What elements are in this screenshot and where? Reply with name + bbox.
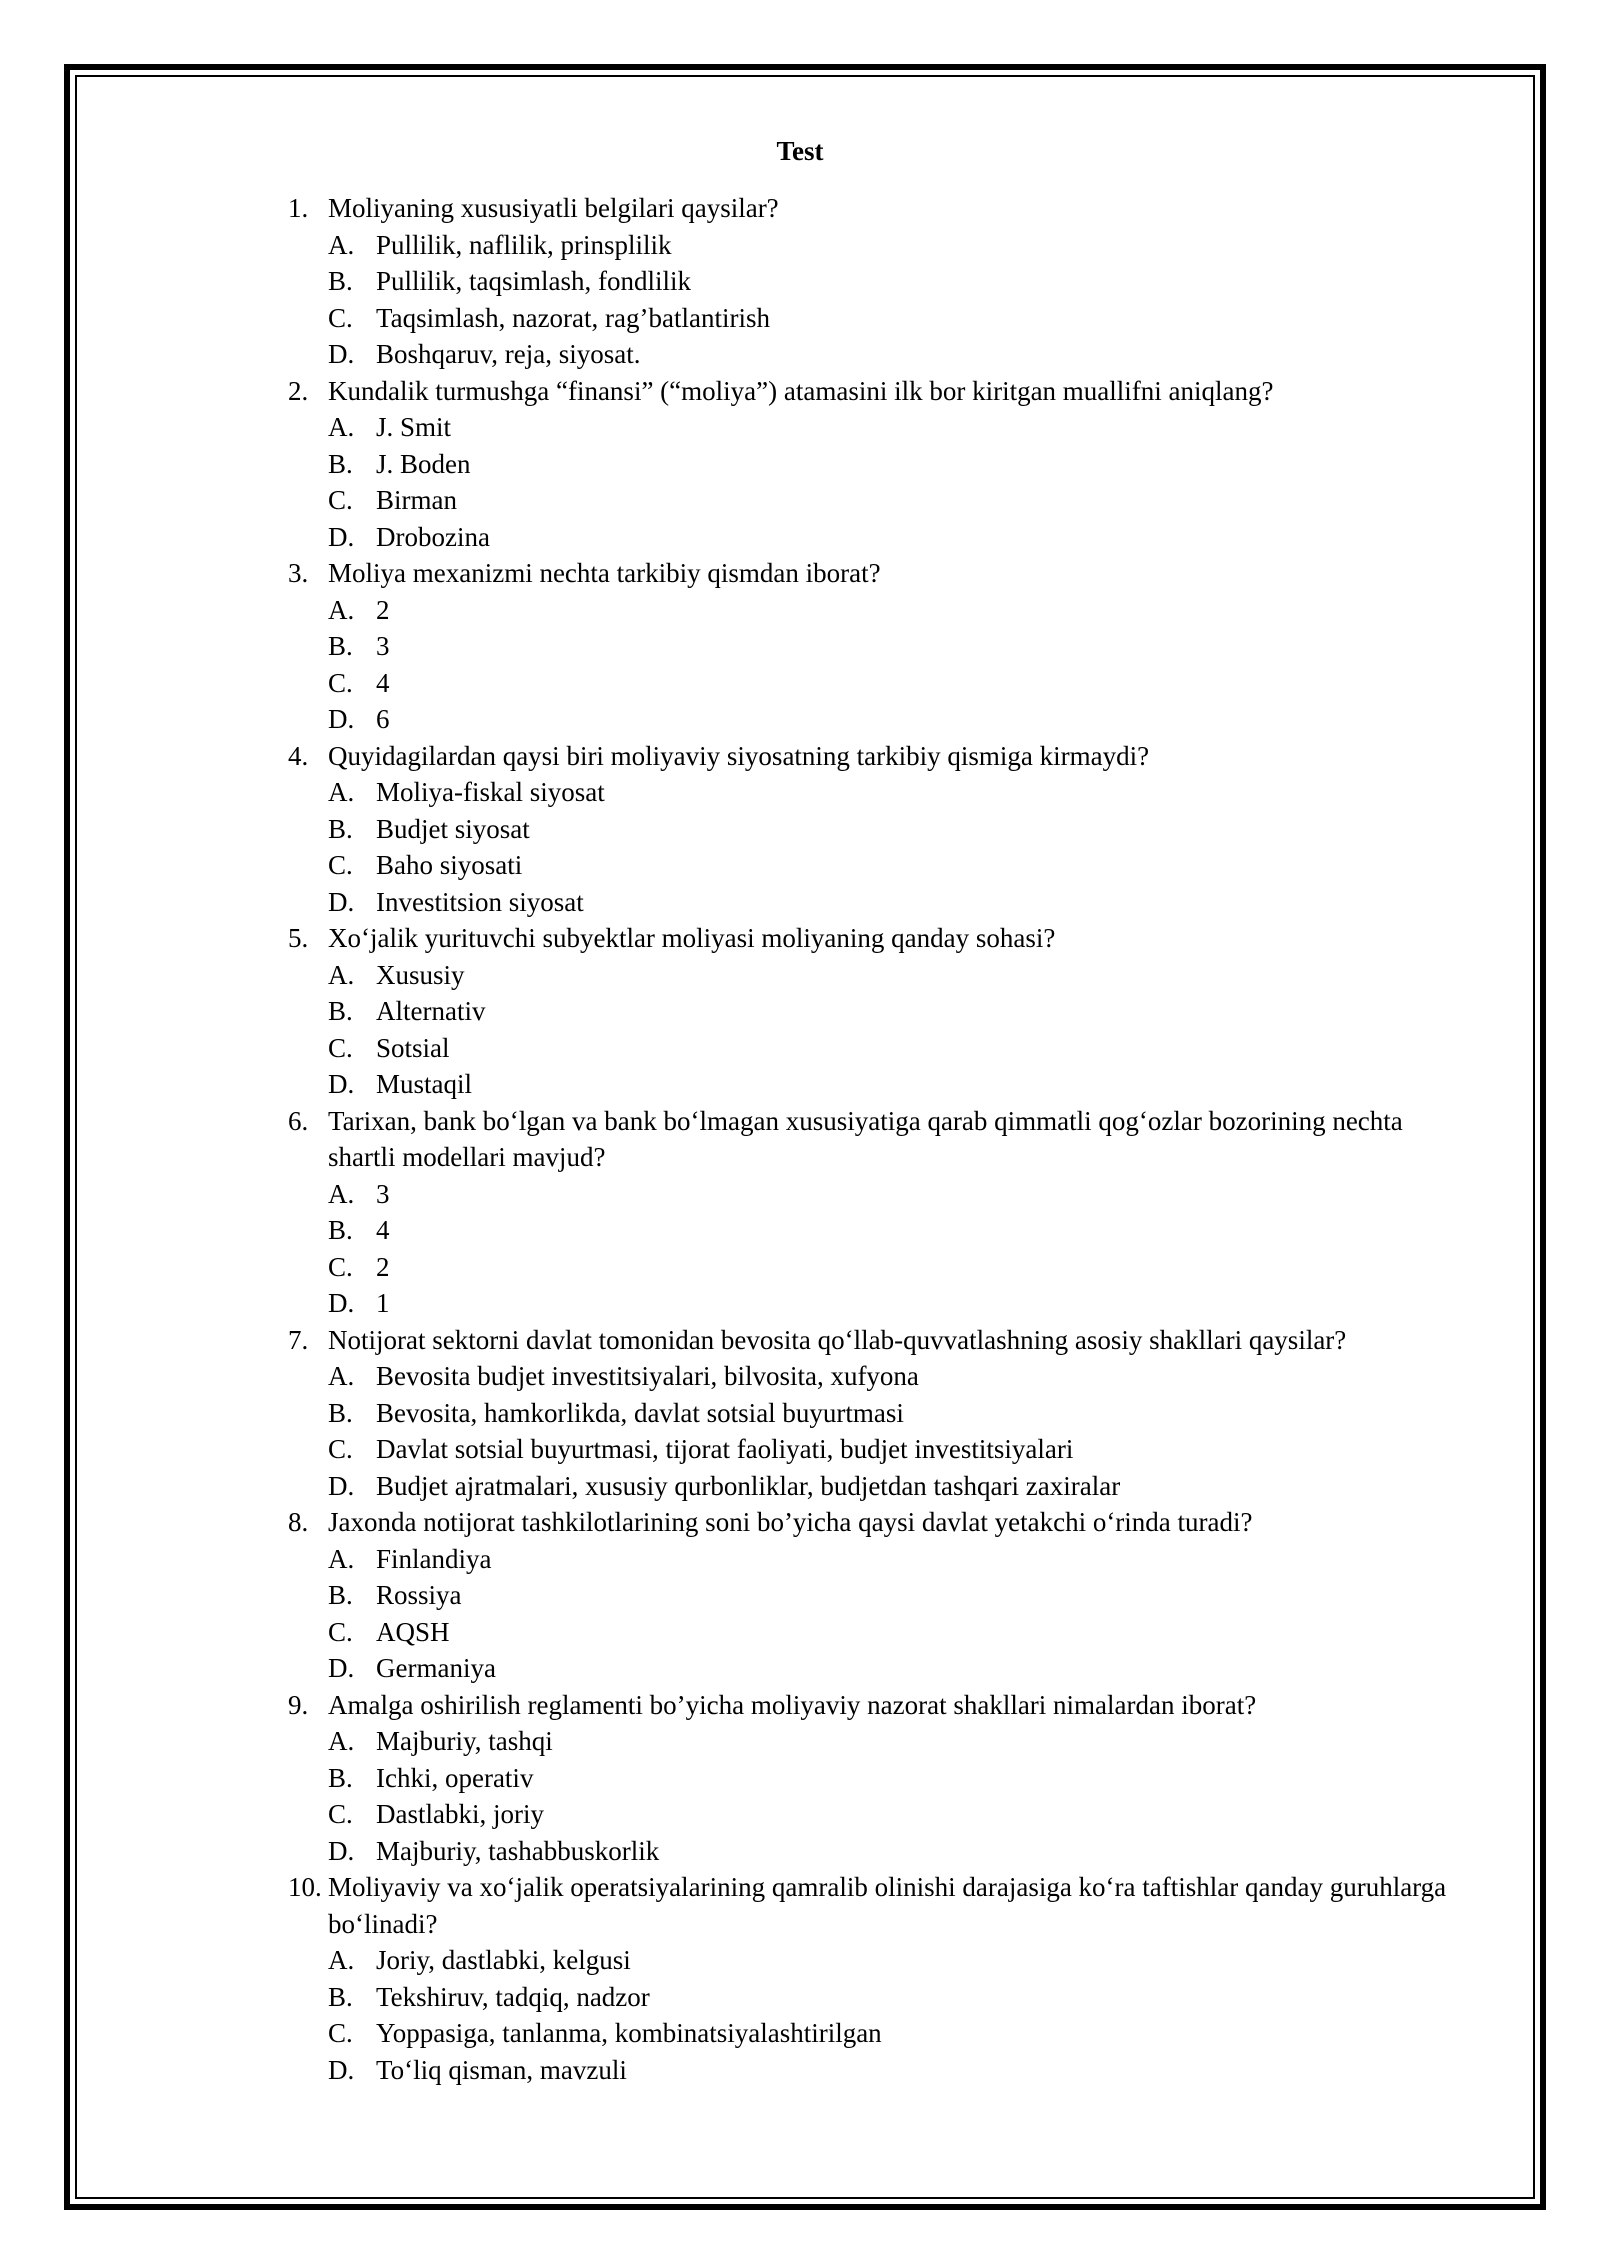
answer-option <box>272 300 1472 337</box>
option-text: 4 <box>376 667 390 698</box>
answer-option <box>272 1358 1472 1395</box>
option-letter: A. <box>328 1945 355 1975</box>
answer-option <box>272 446 1472 483</box>
question-number: 9. <box>288 1689 309 1720</box>
option-text: Finlandiya <box>376 1543 492 1574</box>
option-letter: C. <box>328 1616 353 1647</box>
option-letter: A. <box>328 594 355 625</box>
option-text: Joriy, dastlabki, kelgusi <box>376 1945 631 1975</box>
option-text: 6 <box>376 704 390 734</box>
option-letter: D. <box>328 1470 355 1501</box>
question-text: Tarixan, bank bo‘lgan va bank bo‘lmagan xususiyatiga qarab qimmatli qog‘ozlar bozorining nechta shartli modellari mavjud? <box>328 1105 1403 1172</box>
question-item <box>272 190 1472 227</box>
answer-option <box>272 592 1472 629</box>
option-letter: D. <box>328 704 355 734</box>
option-text: Bevosita budjet investitsiyalari, bilvosita, xufyona <box>376 1361 919 1391</box>
option-text: 4 <box>376 1215 390 1245</box>
option-text: 2 <box>376 1251 390 1282</box>
option-letter: A. <box>328 1543 355 1574</box>
option-text: Drobozina <box>376 521 490 552</box>
answer-option <box>272 665 1472 702</box>
question-number: 8. <box>288 1507 309 1537</box>
option-letter: A. <box>328 959 355 990</box>
answer-option <box>272 1066 1472 1103</box>
answer-option <box>272 1796 1472 1833</box>
option-text: Budjet siyosat <box>376 813 530 844</box>
option-letter: D. <box>328 886 355 917</box>
option-letter: B. <box>328 1215 353 1245</box>
option-letter: C. <box>328 1799 353 1829</box>
answer-option <box>272 409 1472 446</box>
option-letter: B. <box>328 1580 353 1610</box>
option-text: Davlat sotsial buyurtmasi, tijorat faoliyati, budjet investitsiyalari <box>376 1434 1074 1464</box>
answer-option <box>272 2052 1472 2089</box>
option-letter: C. <box>328 1032 353 1063</box>
answer-option <box>272 1760 1472 1797</box>
answer-option <box>272 993 1472 1030</box>
question-number: 10. <box>288 1872 322 1902</box>
option-text: Investitsion siyosat <box>376 886 584 917</box>
question-number: 1. <box>288 193 309 223</box>
answer-option <box>272 1468 1472 1505</box>
option-text: Mustaqil <box>376 1069 473 1099</box>
option-text: Tekshiruv, tadqiq, nadzor <box>376 1981 650 2012</box>
option-letter: A. <box>328 229 355 260</box>
option-text: Yoppasiga, tanlanma, kombinatsiyalashtirilgan <box>376 2018 882 2048</box>
option-text: Pullilik, naflilik, prinsplilik <box>376 229 672 260</box>
option-letter: D. <box>328 2054 355 2085</box>
option-text: Ichki, operativ <box>376 1762 534 1793</box>
option-text: Germaniya <box>376 1653 496 1683</box>
option-letter: D. <box>328 1288 355 1318</box>
answer-option <box>272 1541 1472 1578</box>
option-letter: C. <box>328 667 353 698</box>
option-letter: B. <box>328 448 353 479</box>
answer-option <box>272 701 1472 738</box>
option-text: Baho siyosati <box>376 850 523 880</box>
page-title: Test <box>776 136 824 166</box>
answer-option <box>272 1979 1472 2016</box>
option-text: Majburiy, tashabbuskorlik <box>376 1835 660 1866</box>
option-letter: C. <box>328 485 353 515</box>
option-letter: C. <box>328 1251 353 1282</box>
option-letter: A. <box>328 1726 355 1756</box>
answer-option <box>272 1212 1472 1249</box>
option-letter: D. <box>328 339 355 369</box>
question-number: 2. <box>288 375 309 406</box>
answer-option <box>272 227 1472 264</box>
question-item <box>272 1103 1472 1176</box>
option-letter: B. <box>328 1762 353 1793</box>
answer-option <box>272 1285 1472 1322</box>
option-text: 2 <box>376 594 390 625</box>
question-text: Moliya mexanizmi nechta tarkibiy qismdan iborat? <box>328 558 881 588</box>
option-letter: C. <box>328 302 353 333</box>
answer-option <box>272 263 1472 300</box>
question-text: Notijorat sektorni davlat tomonidan bevosita qo‘llab-quvvatlashning asosiy shakllari qaysilar? <box>328 1324 1347 1355</box>
option-letter: A. <box>328 412 355 442</box>
option-text: AQSH <box>376 1616 450 1647</box>
option-letter: D. <box>328 1653 355 1683</box>
option-letter: B. <box>328 1981 353 2012</box>
option-text: Alternativ <box>376 996 486 1026</box>
answer-option <box>272 1176 1472 1213</box>
answer-option <box>272 774 1472 811</box>
answer-option <box>272 957 1472 994</box>
option-letter: B. <box>328 813 353 844</box>
question-item <box>272 1869 1472 1942</box>
answer-option <box>272 519 1472 556</box>
option-letter: C. <box>328 2018 353 2048</box>
answer-option <box>272 1577 1472 1614</box>
question-number: 7. <box>288 1324 309 1355</box>
question-number: 4. <box>288 740 309 771</box>
option-letter: C. <box>328 850 353 880</box>
option-text: Xususiy <box>376 959 465 990</box>
option-text: 1 <box>376 1288 390 1318</box>
question-number: 5. <box>288 923 309 953</box>
answer-option <box>272 811 1472 848</box>
answer-option <box>272 884 1472 921</box>
question-item <box>272 1687 1472 1724</box>
answer-option <box>272 1833 1472 1870</box>
option-text: Rossiya <box>376 1580 462 1610</box>
question-item <box>272 373 1472 410</box>
option-letter: D. <box>328 1835 355 1866</box>
option-text: J. Boden <box>376 448 471 479</box>
option-letter: B. <box>328 266 353 296</box>
answer-option <box>272 2015 1472 2052</box>
option-text: Budjet ajratmalari, xususiy qurbonliklar, budjetdan tashqari zaxiralar <box>376 1470 1121 1501</box>
question-item <box>272 555 1472 592</box>
answer-option <box>272 628 1472 665</box>
option-text: 3 <box>376 631 390 661</box>
option-letter: D. <box>328 1069 355 1099</box>
option-text: Sotsial <box>376 1032 450 1063</box>
option-letter: C. <box>328 1434 353 1464</box>
question-number: 3. <box>288 558 309 588</box>
option-letter: B. <box>328 631 353 661</box>
question-text: Jaxonda notijorat tashkilotlarining soni bo’yicha qaysi davlat yetakchi o‘rinda turadi? <box>328 1507 1253 1537</box>
answer-option <box>272 1650 1472 1687</box>
option-letter: D. <box>328 521 355 552</box>
option-text: Taqsimlash, nazorat, rag’batlantirish <box>376 302 770 333</box>
question-text: Moliyaviy va xo‘jalik operatsiyalarining qamralib olinishi darajasiga ko‘ra taftishlar qanday guruhlarga bo‘linadi? <box>328 1872 1447 1939</box>
question-list <box>272 190 1472 2088</box>
option-text: Dastlabki, joriy <box>376 1799 544 1829</box>
answer-option <box>272 847 1472 884</box>
option-letter: A. <box>328 777 355 807</box>
question-number: 6. <box>288 1105 309 1136</box>
option-letter: A. <box>328 1361 355 1391</box>
option-letter: B. <box>328 1397 353 1428</box>
option-text: Moliya-fiskal siyosat <box>376 777 605 807</box>
answer-option <box>272 1395 1472 1432</box>
question-item <box>272 1322 1472 1359</box>
question-text: Amalga oshirilish reglamenti bo’yicha moliyaviy nazorat shakllari nimalardan iborat? <box>328 1689 1257 1720</box>
option-letter: B. <box>328 996 353 1026</box>
option-text: Boshqaruv, reja, siyosat. <box>376 339 641 369</box>
answer-option <box>272 1431 1472 1468</box>
option-text: To‘liq qisman, mavzuli <box>376 2054 627 2085</box>
option-text: Majburiy, tashqi <box>376 1726 553 1756</box>
question-text: Quyidagilardan qaysi biri moliyaviy siyosatning tarkibiy qismiga kirmaydi? <box>328 740 1150 771</box>
question-text: Moliyaning xususiyatli belgilari qaysilar? <box>328 193 779 223</box>
question-item <box>272 920 1472 957</box>
option-text: Birman <box>376 485 457 515</box>
answer-option <box>272 336 1472 373</box>
question-text: Xo‘jalik yurituvchi subyektlar moliyasi moliyaning qanday sohasi? <box>328 923 1056 953</box>
option-text: 3 <box>376 1178 390 1209</box>
answer-option <box>272 1942 1472 1979</box>
answer-option <box>272 1249 1472 1286</box>
question-item <box>272 738 1472 775</box>
answer-option <box>272 1030 1472 1067</box>
option-letter: A. <box>328 1178 355 1209</box>
question-text: Kundalik turmushga “finansi” (“moliya”) atamasini ilk bor kiritgan muallifni aniqlang? <box>328 375 1274 406</box>
option-text: J. Smit <box>376 412 452 442</box>
answer-option <box>272 482 1472 519</box>
option-text: Pullilik, taqsimlash, fondlilik <box>376 266 692 296</box>
option-text: Bevosita, hamkorlikda, davlat sotsial buyurtmasi <box>376 1397 904 1428</box>
question-item <box>272 1504 1472 1541</box>
answer-option <box>272 1723 1472 1760</box>
answer-option <box>272 1614 1472 1651</box>
